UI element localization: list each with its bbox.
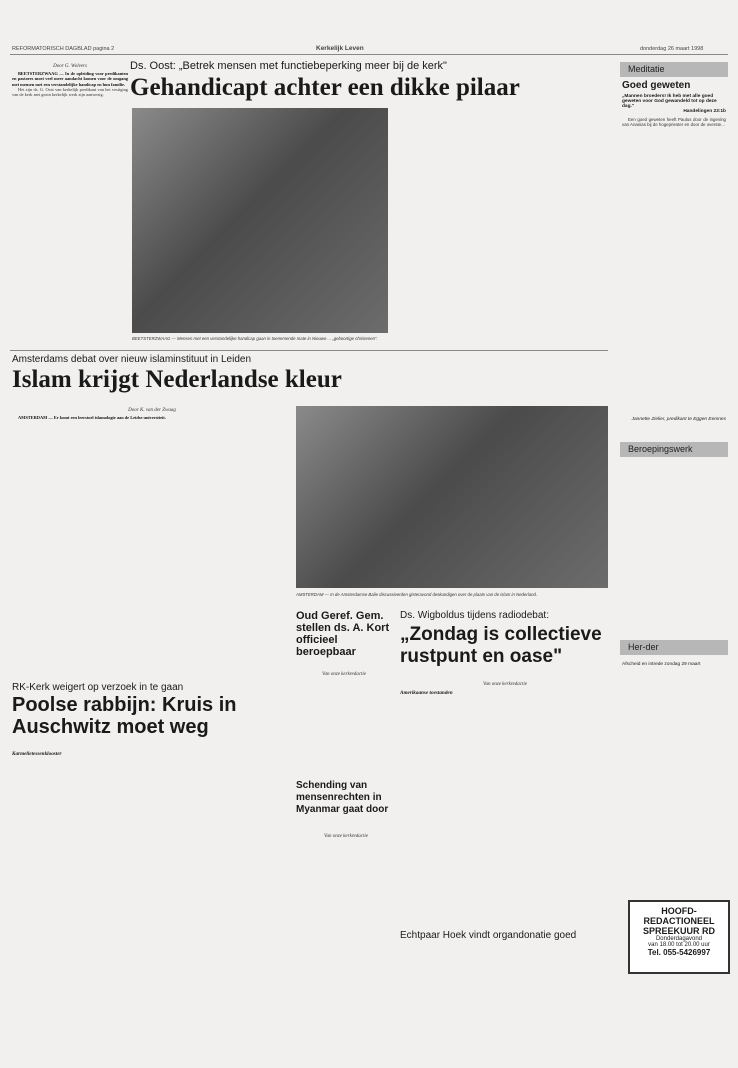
ad-line-3: SPREEKUUR RD bbox=[642, 926, 715, 936]
wigbold-kicker: Ds. Wigboldus tijdens radiodebat: bbox=[400, 610, 549, 621]
islam-kicker: Amsterdams debat over nieuw islaminstituut in Leiden bbox=[12, 354, 252, 365]
myanmar-headline: Schending van mensenrechten in Myanmar gaat door bbox=[296, 780, 389, 815]
islam-caption: AMSTERDAM — In de Amsterdamse Balie discussieerden gisteravond deskundigen over de plaats van de islam in Nederland. bbox=[296, 592, 538, 597]
page-header-center: Kerkelijk Leven bbox=[316, 45, 364, 52]
wigbold-col bbox=[400, 680, 610, 697]
ad-line-6: Tel. 055-5426997 bbox=[647, 948, 711, 957]
oud-byline: Van onze kerkredactie bbox=[322, 672, 366, 677]
islam-byline: Door K. van der Zwaag bbox=[128, 408, 176, 413]
meditatie-ref: Handelingen 23:1b bbox=[683, 109, 726, 114]
meditatie-quote: „Mannen broeders! Ik heb met alle goed geweten voor God gewandeld tot op deze dag." bbox=[622, 94, 717, 109]
poolse-col bbox=[12, 748, 292, 758]
echtpaar-headline: Echtpaar Hoek vindt organdonatie goed bbox=[400, 930, 577, 941]
top-story-photo bbox=[132, 108, 388, 333]
islam-body: AMSTERDAM — Er komt een leerstoel islamologie aan de Leidse universiteit. bbox=[18, 415, 166, 420]
top-story-headline: Gehandicapt achter een dikke pilaar bbox=[130, 74, 520, 101]
meditatie-signature: Jannette Zielier, predikant te Eggen Eemnes bbox=[631, 417, 726, 422]
islam-text-col bbox=[12, 406, 292, 681]
meditatie-body: Een goed geweten heeft Paulus door de ingeving van Ananias bij de hogepriester en door de overste... bbox=[622, 117, 726, 128]
islam-headline: Islam krijgt Nederlandse kleur bbox=[12, 366, 342, 393]
wigbold-subhead: Amerikaanse toestanden bbox=[400, 690, 453, 696]
ad-line-1: HOOFD- bbox=[661, 906, 697, 916]
poolse-headline: Poolse rabbijn: Kruis in Auschwitz moet weg bbox=[12, 694, 237, 738]
page-header-left: REFORMATORISCH DAGBLAD pagina 2 bbox=[12, 46, 115, 52]
top-story-kicker: Ds. Oost: „Betrek mensen met functiebeperking meer bij de kerk" bbox=[130, 60, 447, 72]
page-header-right: donderdag 26 maart 1998 bbox=[640, 46, 704, 52]
herder-intro: Afscheid en intrede zondag 29 maart bbox=[622, 662, 701, 667]
poolse-kicker: RK-Kerk weigert op verzoek in te gaan bbox=[12, 682, 184, 693]
sidebar-meditatie-header: Meditatie bbox=[620, 62, 728, 77]
myanmar-col bbox=[296, 832, 396, 841]
myanmar-byline: Van onze kerkredactie bbox=[324, 834, 368, 839]
top-story-body-1: BEETSTERZWAAG — In de opleiding voor predikanten en pastores moet veel meer aandacht komen voor de omgang met mensen met een verstandelijke handicap en hun familie. Het zijn ds. G. Oost van kerkelijk predikant van het vestiging van de kerk met gezin kerkelijk werk zijn aanwezig. bbox=[12, 71, 128, 98]
oud-col bbox=[296, 670, 392, 679]
sidebar-beroeping-header: Beroepingswerk bbox=[620, 442, 728, 457]
poolse-subhead: Karmelietessenklooster bbox=[12, 751, 62, 757]
islam-photo bbox=[296, 406, 608, 588]
oud-headline: Oud Geref. Gem. stellen ds. A. Kort officieel beroepbaar bbox=[296, 610, 390, 658]
spreekuur-ad bbox=[628, 900, 730, 974]
ad-line-5: van 18.00 tot 20.00 uur bbox=[648, 942, 710, 948]
ad-line-4: Donderdagavond bbox=[655, 936, 703, 942]
top-story-byline: Door G. Wolvers bbox=[53, 64, 87, 69]
meditatie-title: Goed geweten bbox=[622, 80, 691, 91]
meditatie-box bbox=[622, 80, 726, 422]
islam-rule bbox=[10, 350, 608, 351]
ad-line-2: REDACTIONEEL bbox=[643, 916, 715, 926]
wigbold-headline: „Zondag is collectieve rustpunt en oase" bbox=[400, 624, 602, 667]
header-rule bbox=[10, 54, 728, 55]
sidebar-herder-header: Her-der bbox=[620, 640, 728, 655]
wigbold-byline: Van onze kerkredactie bbox=[483, 682, 527, 687]
top-story-caption: BEETSTERZWAAG — Mensen met een verstandelijke handicap gaan in toenemende mate in Nieuwe ... „geboortige christenen". bbox=[132, 336, 378, 341]
